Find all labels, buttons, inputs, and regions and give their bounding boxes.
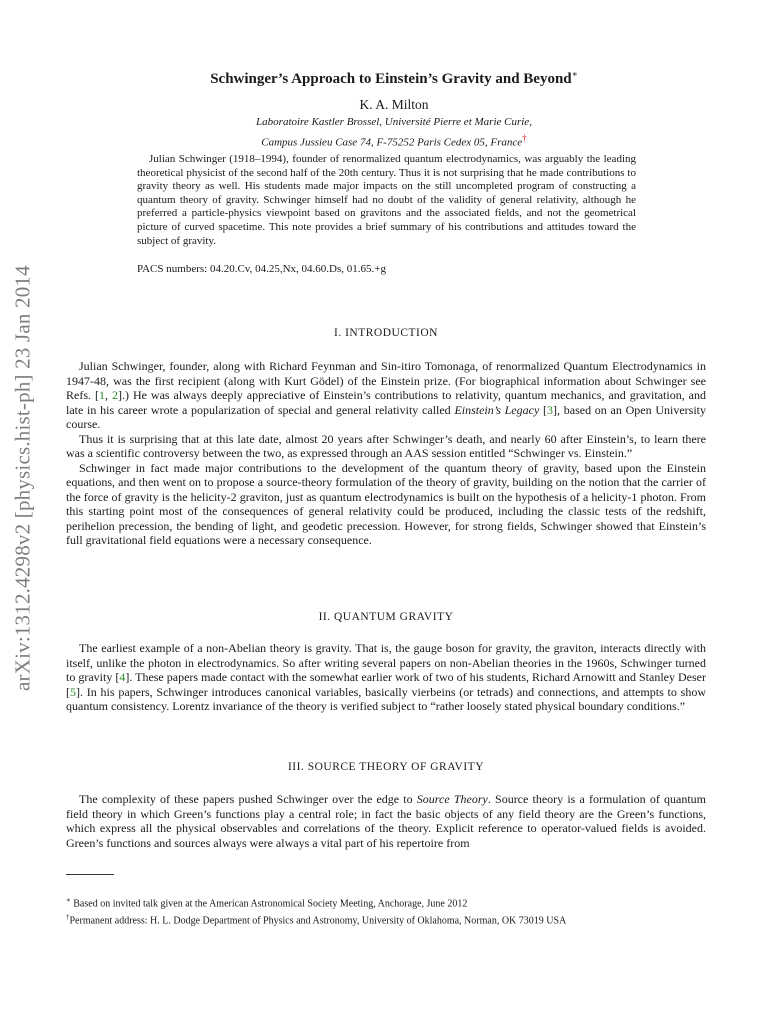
footnote-2-text: Permanent address: H. L. Dodge Department of Physics and Astronomy, University of Oklahoma, Norman, OK 73019 USA xyxy=(69,915,567,927)
intro-paragraph-2: Thus it is surprising that at this late date, almost 20 years after Schwinger’s death, and nearly 60 after Einstein’s, to learn there was a scientific controversy between the two, as expressed through an AAS session entitled “Schwinger vs. Einstein.” xyxy=(66,431,706,460)
pacs-numbers: PACS numbers: 04.20.Cv, 04.25,Nx, 04.60.Ds, 01.65.+g xyxy=(137,263,386,275)
intro-paragraph-3: Schwinger in fact made major contributions to the development of the quantum theory of gravity, based upon the Einstein equations, and then went on to propose a source-theory formulation of the theory of gravity, building on the notion that the carrier of the force of gravity is the helicity-2 graviton, just as quantum electrodynamics is built on the hypothesis of a helicity-1 photon. From this starting point most of the consequences of general relativity could be produced, including the classic tests of the redshift, perihelion precession, the bending of light, and geodetic precession. However, for strong fields, Schwinger showed that Einstein’s full gravitational field equations were a necessary consequence. xyxy=(66,460,706,547)
st-paragraph-1 xyxy=(66,792,706,850)
source-theory-term: Source Theory xyxy=(416,792,488,806)
affiliation xyxy=(80,114,708,151)
intro-p1-text-a: Julian Schwinger, founder, along with Richard Feynman and Sin-itiro Tomonaga, of renormalized Quantum Electrodynamics in 1947-48, was the first recipient (along with Kurt Gödel) of the Einstein prize. (For biographical information about Schwinger see Refs. [ xyxy=(66,359,706,402)
st-p1-text-a: The complexity of these papers pushed Schwinger over the edge to xyxy=(79,792,417,806)
footnote-rule xyxy=(66,874,114,875)
footnote-1 xyxy=(66,894,706,911)
section-heading-quantum-gravity: II. QUANTUM GRAVITY xyxy=(318,611,454,623)
affiliation-footnote-link[interactable]: † xyxy=(522,133,527,143)
intro-p1-text-d: ], based on an Open University course. xyxy=(66,402,707,431)
citation-link-4[interactable]: 4 xyxy=(119,670,126,684)
citation-link-1[interactable]: 1 xyxy=(98,388,105,402)
qg-p1-text-a: The earliest example of a non-Abelian theory is gravity. That is, the gauge boson for gravity, the graviton, interacts directly with itself, unlike the photon in electrodynamics. So after writing several papers on non-Abelian theories in the 1960s, Schwinger turned to gravity [ xyxy=(66,641,706,684)
citation-link-2[interactable]: 2 xyxy=(111,388,118,402)
section-quantum-gravity-body xyxy=(66,641,706,714)
affiliation-line-1: Laboratoire Kastler Brossel, Université Pierre et Marie Curie, xyxy=(256,116,532,128)
author-name: K. A. Milton xyxy=(359,97,429,112)
footnote-2 xyxy=(66,911,706,928)
qg-p1-text-c: ]. In his papers, Schwinger introduces canonical variables, basically vierbeins (or tetrads) and connections, and attempts to show quantum consistency. Lorentz invariance of the theory is verified subject to “rather loosely stated physical boundary conditions.” xyxy=(66,684,706,713)
footnotes xyxy=(66,894,706,928)
intro-p1-sep: , xyxy=(104,388,112,402)
paper-title-text: Schwinger’s Approach to Einstein’s Gravity and Beyond xyxy=(210,71,572,87)
st-p1-text-b: . Source theory is a formulation of quantum field theory in which Green’s functions play a central role; in fact the basic objects of any field theory are the Green’s functions, which express all the physical observables and correlations of the theory. Explicit reference to operator-valued fields is avoided. Green’s functions and sources always were always a vital part of his repertoire from xyxy=(66,792,706,850)
section-heading-source-theory: III. SOURCE THEORY OF GRAVITY xyxy=(287,761,485,773)
affiliation-line-2-text: Campus Jussieu Case 74, F-75252 Paris Cedex 05, France xyxy=(261,136,523,149)
qg-p1-text-b: ]. These papers made contact with the somewhat earlier work of two of his students, Richard Arnowitt and Stanley Deser [ xyxy=(66,670,706,699)
qg-paragraph-1 xyxy=(66,641,706,714)
title-footnote-mark: ∗ xyxy=(571,69,578,79)
footnote-1-text: Based on invited talk given at the American Astronomical Society Meeting, Anchorage, June 2012 xyxy=(70,898,468,910)
book-title: Einstein’s Legacy xyxy=(454,402,540,417)
arxiv-identifier-stamp: arXiv:1312.4298v2 [physics.hist-ph] 23 Jan 2014 xyxy=(10,265,35,691)
paper-title xyxy=(80,64,708,89)
section-source-theory-body xyxy=(66,792,706,850)
section-introduction-body xyxy=(66,359,706,548)
footnote-2-mark: † xyxy=(66,912,70,921)
intro-p1-text-c: [ xyxy=(539,402,548,417)
citation-link-3[interactable]: 3 xyxy=(547,402,554,417)
intro-paragraph-1 xyxy=(66,359,706,432)
affiliation-line-2 xyxy=(80,130,708,151)
intro-p1-text-b: ].) He was always deeply appreciative of Einstein’s contributions to relativity, quantum mechanics, and gravitation, and late in his career wrote a popularization of special and general relativity called xyxy=(66,388,707,417)
abstract: Julian Schwinger (1918–1994), founder of renormalized quantum electrodynamics, was arguably the leading theoretical physicist of the second half of the 20th century. Thus it is not surprising that he made contributions to gravity theory as well. His students made major impacts on the still uncompleted program of constructing a quantum theory of gravity. Schwinger himself had no doubt of the validity of general relativity, although he preferred a particle-physics viewpoint based on gravitons and the associated fields, and not the geometrical picture of curved spacetime. This note provides a brief summary of his contributions and attitudes toward the subject of gravity. xyxy=(137,153,636,247)
section-heading-introduction: I. INTRODUCTION xyxy=(334,327,438,339)
footnote-1-mark: ∗ xyxy=(66,896,71,904)
citation-link-5[interactable]: 5 xyxy=(70,684,76,699)
